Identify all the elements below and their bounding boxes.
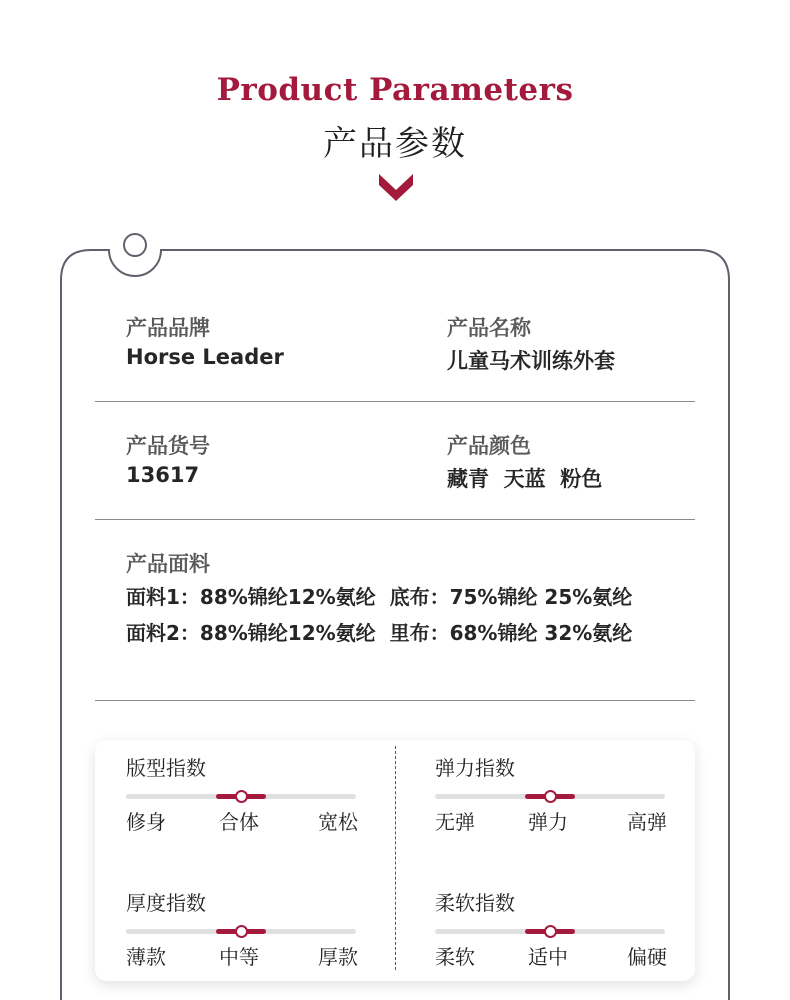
- index-elasticity: [435, 744, 667, 854]
- index-fill: [525, 929, 575, 934]
- index-track: [435, 929, 665, 934]
- index-option: 中等: [219, 945, 259, 969]
- index-fill: [216, 929, 266, 934]
- index-track: [126, 929, 356, 934]
- color-label: 产品颜色: [447, 434, 531, 458]
- index-option: 无弹: [435, 810, 475, 834]
- divider: [95, 519, 695, 520]
- header-title-en: Product Parameters: [216, 72, 574, 108]
- sku-label: 产品货号: [126, 434, 210, 458]
- index-thickness: [126, 879, 358, 989]
- name-label: 产品名称: [447, 316, 531, 340]
- index-option: 宽松: [318, 810, 358, 834]
- index-option: 柔软: [435, 945, 475, 969]
- index-title: 柔软指数: [435, 891, 515, 915]
- index-fill: [216, 794, 266, 799]
- index-title: 厚度指数: [126, 891, 206, 915]
- index-title: 版型指数: [126, 756, 206, 780]
- index-fill: [525, 794, 575, 799]
- index-track: [126, 794, 356, 799]
- index-card: [95, 740, 695, 981]
- index-knob: [544, 790, 557, 803]
- index-option: 合体: [219, 810, 259, 834]
- fabric-line-2: 面料2：88%锦纶12%氨纶 里布：68%锦纶 32%氨纶: [126, 621, 633, 645]
- sku-value: 13617: [126, 463, 200, 487]
- index-option: 偏硬: [627, 945, 667, 969]
- index-option: 薄款: [126, 945, 166, 969]
- index-option: 适中: [528, 945, 568, 969]
- chevron-down-icon: [379, 172, 413, 202]
- fabric-label: 产品面料: [126, 552, 210, 576]
- fabric-line-1: 面料1：88%锦纶12%氨纶 底布：75%锦纶 25%氨纶: [126, 585, 633, 609]
- header-title-cn: 产品参数: [323, 124, 467, 164]
- index-knob: [235, 925, 248, 938]
- color-value: 藏青 天蓝 粉色: [447, 467, 603, 491]
- index-option: 高弹: [627, 810, 667, 834]
- index-option: 修身: [126, 810, 166, 834]
- index-softness: [435, 879, 667, 989]
- index-track: [435, 794, 665, 799]
- name-value: 儿童马术训练外套: [447, 349, 615, 373]
- brand-value: Horse Leader: [126, 345, 284, 369]
- index-fit: [126, 744, 358, 854]
- divider: [95, 401, 695, 402]
- index-title: 弹力指数: [435, 756, 515, 780]
- index-knob: [544, 925, 557, 938]
- vertical-divider: [395, 746, 396, 970]
- index-option: 弹力: [528, 810, 568, 834]
- index-knob: [235, 790, 248, 803]
- divider: [95, 700, 695, 701]
- frame-ring-icon: [124, 234, 146, 256]
- brand-label: 产品品牌: [126, 316, 210, 340]
- index-option: 厚款: [318, 945, 358, 969]
